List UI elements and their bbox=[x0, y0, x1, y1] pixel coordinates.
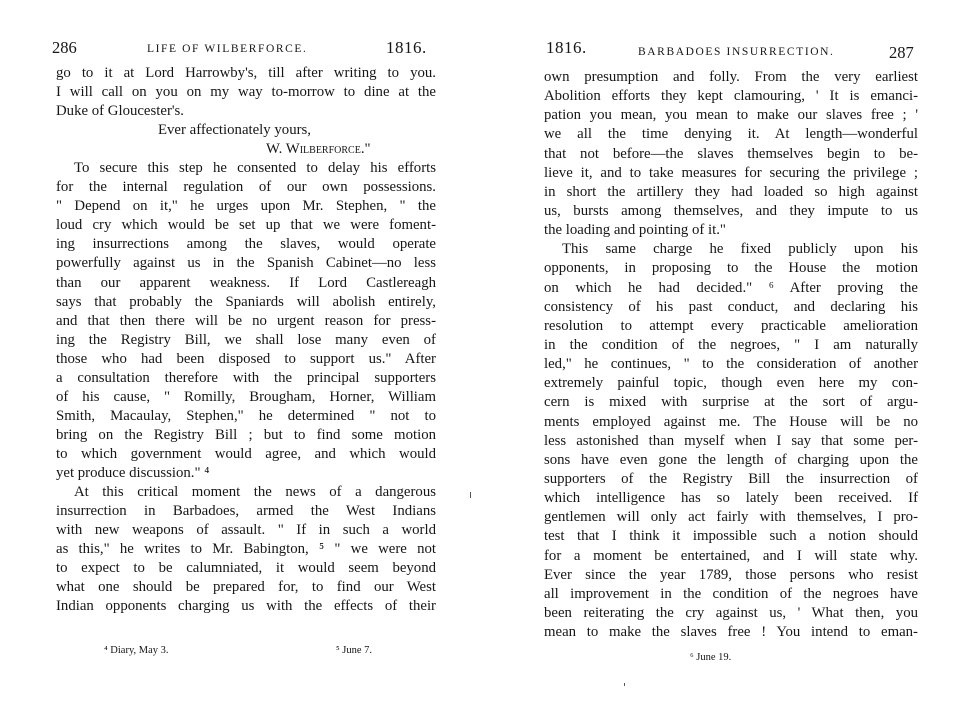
text-line: Ever since the year 1789, those persons who resist bbox=[544, 566, 918, 583]
text-line: powerfully against us in the Spanish Cabinet—no less bbox=[56, 255, 436, 272]
left-year: 1816. bbox=[386, 38, 427, 57]
text-line: been reiterating the cry against us, ' What then, you bbox=[544, 604, 918, 621]
text-line: to expect to be calumniated, it would seem beyond bbox=[56, 560, 436, 577]
text-line: as this," he writes to Mr. Babington, ⁵ " we were not bbox=[56, 541, 436, 558]
text-line: test that I think it impossible such a notion should bbox=[544, 528, 918, 545]
text-line: At this critical moment the news of a dangerous bbox=[74, 484, 436, 501]
text-line: sons have even gone the length of charging upon the bbox=[544, 451, 918, 468]
text-line: we all the time denying it. At length—wonderful bbox=[544, 126, 918, 143]
text-line: in the condition of the negroes, " I am naturally bbox=[544, 336, 918, 353]
text-line: us, bursts among themselves, and they impute to us bbox=[544, 202, 918, 219]
left-running-head bbox=[52, 38, 440, 62]
right-page-number: 287 bbox=[889, 43, 914, 62]
text-line: of his cause, " Romilly, Brougham, Horner, William bbox=[56, 388, 436, 405]
text-line: ments employed against me. The House will be no bbox=[544, 413, 918, 430]
text-line: extremely painful topic, though even here my con- bbox=[544, 375, 918, 392]
right-running-head bbox=[546, 38, 920, 62]
text-line: says that probably the Spaniards will abolish entirely, bbox=[56, 293, 436, 310]
text-line: ing the Registry Bill, we shall lose many even of bbox=[56, 331, 436, 348]
text-line: mean to make the slaves free ! You intend to eman- bbox=[544, 624, 918, 641]
text-line: lieve it, and to take measures for securing the privilege ; bbox=[544, 164, 918, 181]
signature-line: W. Wilberforce." bbox=[266, 141, 371, 158]
text-line: Duke of Gloucester's. bbox=[56, 103, 184, 120]
text-line: go to it at Lord Harrowby's, till after writing to you. bbox=[56, 65, 436, 81]
left-running-title: LIFE OF WILBERFORCE. bbox=[147, 43, 308, 55]
text-line: ing insurrections among the slaves, would operate bbox=[56, 236, 436, 253]
footnote: ⁵ June 7. bbox=[336, 645, 373, 656]
closing-line: Ever affectionately yours, bbox=[158, 122, 311, 139]
text-line: that not before—the slaves themselves begin to be- bbox=[544, 145, 918, 162]
right-year: 1816. bbox=[546, 38, 587, 57]
text-line: which intelligence has so lately been received. If bbox=[544, 490, 918, 507]
text-line: resolution to attempt every practicable amelioration bbox=[544, 317, 918, 334]
text-line: bring on the Registry Bill ; but to find some motion bbox=[56, 426, 436, 443]
right-body-text bbox=[544, 68, 918, 642]
text-line: in short the artillery they had loaded so high against bbox=[544, 183, 918, 200]
text-line: for a moment be entertained, and I will state why. bbox=[544, 547, 918, 564]
text-line: supporters of the Registry Bill the insurrection of bbox=[544, 470, 918, 487]
footnote: ⁴ Diary, May 3. bbox=[104, 645, 169, 656]
text-line: To secure this step he consented to delay his efforts bbox=[74, 160, 436, 177]
text-line: loud cry which would be set up that we were foment- bbox=[56, 217, 436, 234]
text-line: than our apparent weakness. If Lord Castlereagh bbox=[56, 274, 436, 291]
text-line: This same charge he fixed publicly upon his bbox=[562, 241, 918, 258]
text-line: consistency of his past conduct, and declaring his bbox=[544, 298, 918, 315]
text-line: and that then there will be no urgent reason for press- bbox=[56, 312, 436, 329]
text-line: all improvement in the condition of the negroes have bbox=[544, 585, 918, 602]
left-body-text bbox=[56, 64, 436, 616]
text-line: Indian opponents charging us with the effects of their bbox=[56, 598, 436, 615]
text-line: I will call on you on my way to-morrow to dine at the bbox=[56, 84, 436, 101]
text-line: Smith, Macaulay, Stephen," he determined " not to bbox=[56, 407, 436, 424]
text-line: those who had been disposed to support us." After bbox=[56, 350, 436, 367]
footnote: ⁶ June 19. bbox=[690, 652, 732, 663]
text-line: with new weapons of assault. " If in such a world bbox=[56, 522, 436, 539]
text-line: own presumption and folly. From the very earliest bbox=[544, 69, 918, 85]
text-line: cern is mixed with surprise at the sort of argu- bbox=[544, 394, 918, 411]
text-line: " Depend on it," he urges upon Mr. Stephen, " the bbox=[56, 198, 436, 215]
text-line: yet produce discussion." ⁴ bbox=[56, 464, 210, 481]
right-running-title: BARBADOES INSURRECTION. bbox=[638, 46, 835, 58]
text-line: a consultation therefore with the principal supporters bbox=[56, 369, 436, 386]
right-page bbox=[490, 0, 980, 705]
text-line: pation you mean, you mean to make our slaves free ; ' bbox=[544, 107, 918, 124]
text-line: insurrection in Barbadoes, armed the West Indians bbox=[56, 503, 436, 520]
text-line: opponents, in proposing to the House the motion bbox=[544, 260, 918, 277]
text-line: on which he had decided." ⁶ After proving the bbox=[544, 279, 918, 296]
text-line: for the internal regulation of our own possessions. bbox=[56, 179, 436, 196]
text-line: to which government would agree, and which would bbox=[56, 445, 436, 462]
left-page-number: 286 bbox=[52, 38, 77, 57]
text-line: less astonished than myself when I say that some per- bbox=[544, 432, 918, 449]
gutter-mark bbox=[470, 492, 471, 498]
text-line: led," he continues, " to the consideration of another bbox=[544, 356, 918, 373]
text-line: Abolition efforts they kept clamouring, ' It is emanci- bbox=[544, 88, 918, 105]
text-line: what one should be prepared for, to find our West bbox=[56, 579, 436, 596]
text-line: gentlemen will only act fairly with themselves, I pro- bbox=[544, 509, 918, 526]
text-line: the loading and pointing of it." bbox=[544, 222, 726, 239]
